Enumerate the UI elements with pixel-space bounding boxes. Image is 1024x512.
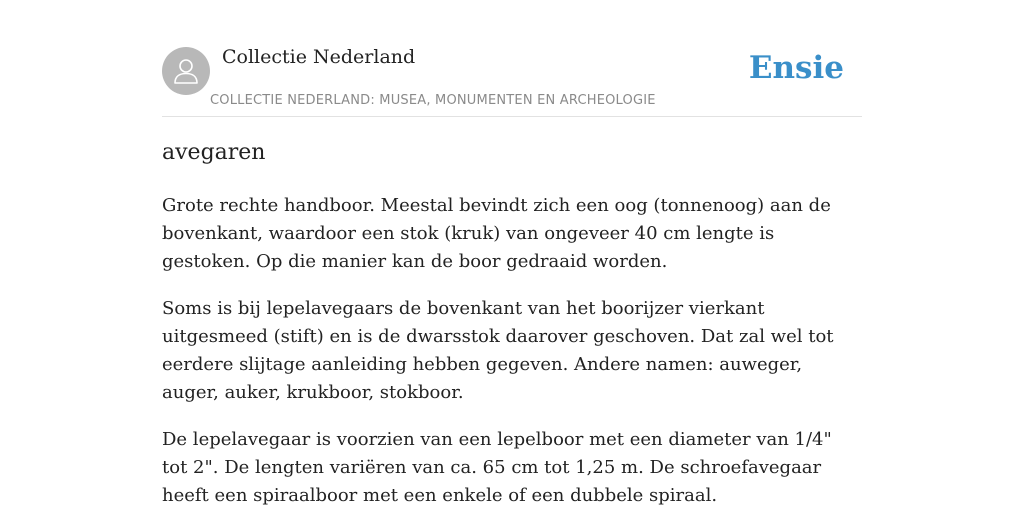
entry-body xyxy=(162,192,862,512)
user-icon xyxy=(171,56,201,86)
entry-container xyxy=(162,0,862,506)
entry-header xyxy=(162,0,862,117)
entry-paragraph: Soms is bij lepelavegaars de bovenkant van het boorijzer vierkant uitgesmeed (stift) en is de dwarsstok daarover geschoven. Dat zal wel tot eerdere slijtage aanleiding hebben gegeven. Andere namen: auweger, auger, auker, krukboor, stokboor. xyxy=(162,298,834,403)
source-label[interactable]: COLLECTIE NEDERLAND: MUSEA, MONUMENTEN EN ARCHEOLOGIE xyxy=(210,93,656,108)
avatar[interactable] xyxy=(162,47,210,95)
entry-paragraph: De lepelavegaar is voorzien van een lepelboor met een diameter van 1/4" tot 2". De lengten variëren van ca. 65 cm tot 1,25 m. De schroefavegaar heeft een spiraalboor met een enkele of een dubbele spiraal. xyxy=(162,429,832,506)
entry-term: avegaren xyxy=(162,140,266,165)
author-name[interactable]: Collectie Nederland xyxy=(222,46,416,68)
entry-paragraph: Grote rechte handboor. Meestal bevindt zich een oog (tonnenoog) aan de bovenkant, waardoor een stok (kruk) van ongeveer 40 cm lengte is gestoken. Op die manier kan de boor gedraaid worden. xyxy=(162,195,831,272)
brand-logo[interactable]: Ensie xyxy=(748,50,844,86)
